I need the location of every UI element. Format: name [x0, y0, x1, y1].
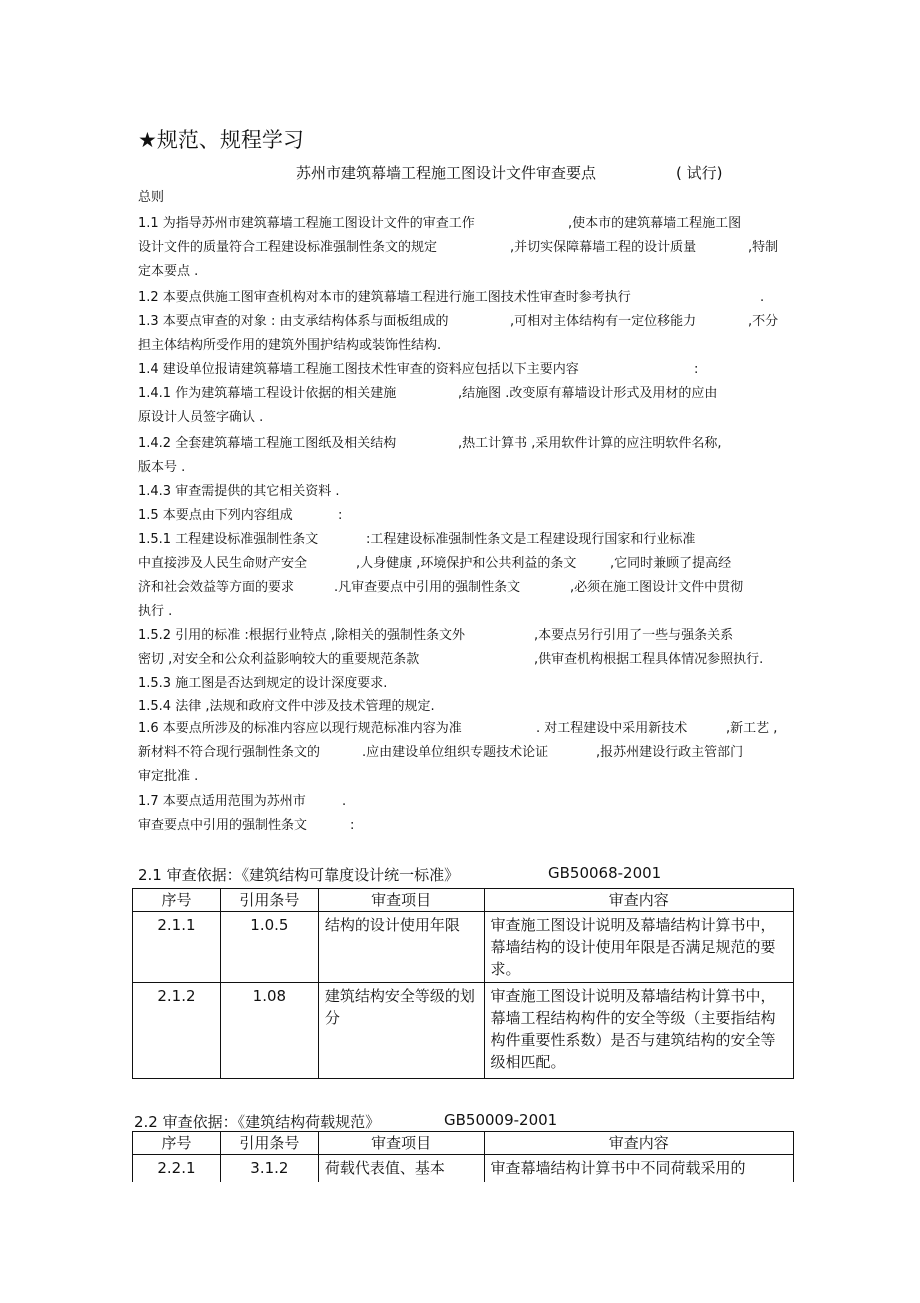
cell-clause: 1.08	[220, 983, 318, 1079]
paragraph-1-4	[138, 358, 798, 382]
p1-4-1-seg: 1.4.1 作为建筑幕墙工程设计依据的相关建施	[138, 386, 397, 401]
table-2-1	[132, 888, 794, 1079]
p1-2-seg: .	[760, 290, 765, 305]
p1-1-seg: 设计文件的质量符合工程建设标准强制性条文的规定	[138, 240, 438, 255]
p1-5-4-text: 1.5.4 法律 ,法规和政府文件中涉及技术管理的规定.	[138, 699, 435, 714]
table-header-cell: 审查内容	[484, 1132, 793, 1155]
section-2-1-heading	[138, 864, 662, 885]
table-header-cell: 引用条号	[220, 889, 318, 912]
p1-5-1-seg: :工程建设标准强制性条文是工程建设现行国家和行业标准	[366, 532, 696, 547]
p1-5-1-seg: 中直接涉及人民生命财产安全	[138, 556, 308, 571]
table-row	[133, 1155, 794, 1183]
paragraph-1-5-2	[138, 624, 798, 672]
p1-6-seg: 新材料不符合现行强制性条文的	[138, 745, 321, 760]
p1-5-1-seg: 1.5.1 工程建设标准强制性条文	[138, 532, 319, 547]
table-2-2-clip	[130, 1131, 796, 1182]
p1-3-seg: 担主体结构所受作用的建筑外围护结构或装饰性结构.	[138, 338, 442, 353]
section-2-2-code: GB50009-2001	[444, 1111, 558, 1129]
table-row	[133, 983, 794, 1079]
table-header-row	[133, 1132, 794, 1155]
p1-6-seg: .应由建设单位组织专题技术论证	[362, 745, 549, 760]
paragraph-1-6	[138, 717, 798, 789]
p1-3-seg: ,不分	[748, 314, 779, 329]
p1-3-seg: 1.3 本要点审查的对象 : 由支承结构体系与面板组成的	[138, 314, 449, 329]
cell-no: 2.2.1	[133, 1155, 221, 1183]
p1-1-seg: ,使本市的建筑幕墙工程施工图	[568, 216, 742, 231]
paragraph-1-3	[138, 310, 798, 358]
paragraph-1-5	[138, 504, 798, 528]
table-row	[133, 912, 794, 983]
table-header-cell: 审查项目	[318, 1132, 484, 1155]
document-title	[296, 162, 723, 183]
p1-2-seg: 1.2 本要点供施工图审查机构对本市的建筑幕墙工程进行施工图技术性审查时参考执行	[138, 290, 631, 305]
paragraph-1-2	[138, 286, 798, 310]
table-2-2	[132, 1131, 794, 1182]
table-header-row	[133, 889, 794, 912]
p1-5-1-seg: ,人身健康 ,环境保护和公共利益的条文	[356, 556, 577, 571]
table-header-cell: 审查内容	[484, 889, 793, 912]
cell-clause: 1.0.5	[220, 912, 318, 983]
section-2-1-label: 2.1 审查依据：《建筑结构可靠度设计统一标准》	[138, 866, 460, 884]
p1-6-seg: 审定批准 .	[138, 769, 199, 784]
cell-no: 2.1.1	[133, 912, 221, 983]
p-ref-seg: :	[350, 818, 355, 833]
cell-item: 结构的设计使用年限	[318, 912, 484, 983]
p1-5-1-seg: 执行 .	[138, 604, 173, 619]
cell-no: 2.1.2	[133, 983, 221, 1079]
p-ref-seg: 审查要点中引用的强制性条文	[138, 818, 308, 833]
p1-7-seg: 1.7 本要点适用范围为苏州市	[138, 794, 306, 809]
table-header-cell: 序号	[133, 1132, 221, 1155]
paragraph-1-4-1	[138, 382, 798, 430]
p1-1-seg: ,并切实保障幕墙工程的设计质量	[510, 240, 697, 255]
document-title-suffix: ( 试行)	[676, 164, 723, 182]
cell-item: 荷载代表值、基本	[318, 1155, 484, 1183]
paragraph-1-4-3	[138, 480, 339, 504]
section-heading: ★规范、规程学习	[138, 128, 304, 152]
p1-4-seg: :	[694, 362, 699, 377]
table-header-cell: 引用条号	[220, 1132, 318, 1155]
p1-5-1-seg: 济和社会效益等方面的要求	[138, 580, 295, 595]
p1-4-2-seg: 1.4.2 全套建筑幕墙工程施工图纸及相关结构	[138, 436, 397, 451]
p1-4-1-seg: 原设计人员签字确认 .	[138, 410, 264, 425]
p1-1-seg: ,特制	[748, 240, 779, 255]
paragraph-1-1	[138, 212, 798, 284]
paragraph-1-5-1	[138, 528, 798, 624]
p1-4-2-seg: 版本号 .	[138, 460, 186, 475]
p1-5-2-seg: ,供审查机构根据工程具体情况参照执行.	[534, 652, 764, 667]
paragraph-1-4-2	[138, 432, 798, 480]
cell-content: 审查施工图设计说明及幕墙结构计算书中，幕墙工程结构构件的安全等级（主要指结构构件重要性系数）是否与建筑结构的安全等级相匹配。	[484, 983, 793, 1079]
p1-4-seg: 1.4 建设单位报请建筑幕墙工程施工图技术性审查的资料应包括以下主要内容	[138, 362, 579, 377]
paragraph-1-5-4	[138, 695, 435, 719]
p1-4-3-text: 1.4.3 审查需提供的其它相关资料 .	[138, 484, 340, 499]
section-2-1-code: GB50068-2001	[548, 864, 662, 882]
p1-5-seg: 1.5 本要点由下列内容组成	[138, 508, 293, 523]
p1-6-seg: 1.6 本要点所涉及的标准内容应以现行规范标准内容为准	[138, 721, 462, 736]
p1-5-2-seg: 密切 ,对安全和公众利益影响较大的重要规范条款	[138, 652, 420, 667]
p1-1-seg: 定本要点 .	[138, 264, 199, 279]
document-title-text: 苏州市建筑幕墙工程施工图设计文件审查要点	[296, 164, 597, 182]
p1-4-1-seg: ,结施图 .改变原有幕墙设计形式及用材的应由	[458, 386, 718, 401]
paragraph-ref	[138, 814, 798, 838]
cell-content: 审查幕墙结构计算书中不同荷载采用的	[484, 1155, 793, 1183]
section-2-2-heading	[134, 1111, 558, 1132]
cell-clause: 3.1.2	[220, 1155, 318, 1183]
general-text: 总则	[138, 190, 165, 205]
cell-content: 审查施工图设计说明及幕墙结构计算书中，幕墙结构的设计使用年限是否满足规范的要求。	[484, 912, 793, 983]
p1-5-1-seg: .凡审查要点中引用的强制性条文	[334, 580, 521, 595]
p1-5-2-seg: 1.5.2 引用的标准 :根据行业特点 ,除相关的强制性条文外	[138, 628, 465, 643]
p1-4-2-seg: ,热工计算书 ,采用软件计算的应注明软件名称,	[458, 436, 722, 451]
p1-3-seg: ,可相对主体结构有一定位移能力	[510, 314, 697, 329]
p1-6-seg: ,新工艺 ,	[726, 721, 778, 736]
p1-5-3-text: 1.5.3 施工图是否达到规定的设计深度要求.	[138, 676, 388, 691]
p1-5-seg: :	[338, 508, 343, 523]
p1-5-1-seg: ,它同时兼顾了提高经	[610, 556, 732, 571]
table-header-cell: 序号	[133, 889, 221, 912]
p1-1-seg: 1.1 为指导苏州市建筑幕墙工程施工图设计文件的审查工作	[138, 216, 475, 231]
p1-5-2-seg: ,本要点另行引用了一些与强条关系	[534, 628, 734, 643]
section-2-2-label: 2.2 审查依据：《建筑结构荷载规范》	[134, 1113, 381, 1131]
p1-6-seg: . 对工程建设中采用新技术	[536, 721, 688, 736]
p1-6-seg: ,报苏州建设行政主管部门	[596, 745, 744, 760]
table-header-cell: 审查项目	[318, 889, 484, 912]
cell-item: 建筑结构安全等级的划分	[318, 983, 484, 1079]
p1-5-1-seg: ,必须在施工图设计文件中贯彻	[570, 580, 744, 595]
general-heading	[138, 186, 164, 210]
paragraph-1-7	[138, 790, 798, 814]
paragraph-1-5-3	[138, 672, 387, 696]
p1-7-seg: .	[342, 794, 347, 809]
